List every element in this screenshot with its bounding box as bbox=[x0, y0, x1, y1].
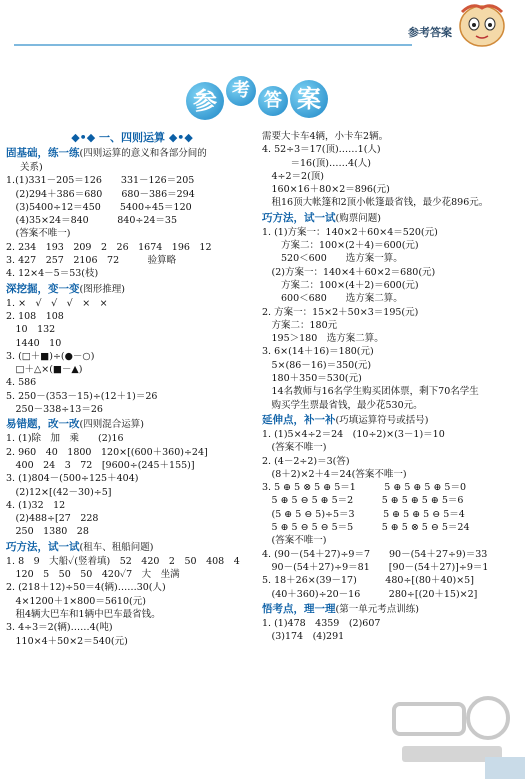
page-title bbox=[186, 74, 336, 124]
section-title: 巧方法，试一试 bbox=[262, 211, 336, 224]
answer-line: 1. (1)除 加 乘 (2)16 bbox=[6, 433, 124, 445]
answer-line: 1.(1)331－205＝126 331－126＝205 bbox=[6, 175, 195, 187]
answer-line: 2. 234 193 209 2 26 1674 196 12 bbox=[6, 241, 212, 253]
answer-line: (答案不唯一) bbox=[6, 228, 71, 240]
section-title: 固基础，练一练 bbox=[6, 147, 80, 159]
answer-line: 195＞180 选方案二算。 bbox=[262, 333, 384, 345]
answer-line: 租16顶大帐篷和2顶小帐篷最省钱，最少花896元。 bbox=[262, 197, 489, 209]
section-subtitle: (购票问题) bbox=[335, 212, 381, 224]
answer-line: 600＜680 选方案二算。 bbox=[262, 293, 403, 305]
answer-line: 5×(86－16)＝350(元) bbox=[262, 359, 372, 371]
answer-line: 110×4＋50×2＝540(元) bbox=[6, 635, 128, 647]
section-title: 易错题，改一改 bbox=[6, 418, 80, 431]
right-column bbox=[262, 130, 524, 643]
answer-line: 4÷2＝2(顶) bbox=[262, 170, 325, 182]
answer-line: 250 1380 28 bbox=[6, 526, 89, 538]
answer-line: 方案二：100×(2＋4)＝600(元) bbox=[262, 240, 419, 252]
answer-line: 14名教师与16名学生购买团体票，剩下70名学生 bbox=[262, 386, 479, 398]
answer-line: 1. × √ √ √ × × bbox=[6, 297, 108, 309]
answer-line: (答案不唯一) bbox=[262, 535, 327, 547]
section-heading bbox=[262, 413, 524, 428]
title-char-2: 考 bbox=[226, 76, 256, 106]
left-column bbox=[6, 130, 258, 648]
answer-line: (2)488÷[27 228 bbox=[6, 513, 99, 525]
section-subtitle: (巧填运算符号或括号) bbox=[335, 414, 429, 426]
answer-line: 3. (1)804－(500÷125＋404) bbox=[6, 473, 139, 485]
answer-line: 1. (1)5×4÷2＝24 (10÷2)×(3－1)＝10 bbox=[262, 428, 445, 440]
answer-line: 2. 108 108 bbox=[6, 310, 64, 322]
answer-line: (3)5400÷12＝450 5400÷45＝120 bbox=[6, 201, 192, 213]
answer-line: (40＋360)÷20－16 280÷[(20＋15)×2] bbox=[262, 588, 478, 600]
answer-line: 5 ⊕ 5 ⊖ 5 ⊖ 5＝5 5 ⊕ 5 ⊗ 5 ⊖ 5＝24 bbox=[262, 522, 470, 534]
answer-line: 4×1200＋1×800＝5610(元) bbox=[6, 595, 146, 607]
title-char-4: 案 bbox=[290, 80, 328, 118]
answer-line: 4. (1)32 12 bbox=[6, 499, 66, 511]
header-rule bbox=[14, 44, 412, 46]
answer-line: 90－(54＋27)÷9＝81 [90－(54＋27)]÷9＝1 bbox=[262, 561, 489, 573]
answer-line: 租4辆大巴车和1辆中巴车最省钱。 bbox=[6, 608, 161, 620]
section-subtitle: (四则混合运算) bbox=[79, 419, 144, 431]
section-title: 巧方法，试一试 bbox=[6, 540, 80, 553]
title-char-1: 参 bbox=[186, 82, 224, 120]
answer-line: 120 5 50 50 420✓7 大 坐满 bbox=[6, 569, 180, 581]
answer-line: 3. 5 ⊕ 5 ⊗ 5 ⊕ 5＝1 5 ⊕ 5 ⊕ 5 ⊕ 5＝0 bbox=[262, 482, 467, 494]
answer-line: 160×16＋80×2＝896(元) bbox=[262, 184, 390, 196]
answer-line: 250－338÷13＝26 bbox=[6, 404, 103, 416]
answer-line: 180＋350＝530(元) bbox=[262, 373, 362, 385]
answer-line: (4)35×24＝840 840÷24＝35 bbox=[6, 215, 177, 227]
answer-line: 方案二：180元 bbox=[262, 319, 338, 331]
answer-line: (8＋2)×2＋4＝24(答案不唯一) bbox=[262, 468, 407, 480]
answer-line: (2)294＋386＝680 680－386＝294 bbox=[6, 188, 195, 200]
answer-line: 4. 12×4－5＝53(枝) bbox=[6, 268, 99, 280]
answer-line: 购买学生票最省钱，最少花530元。 bbox=[262, 399, 423, 411]
answer-line: 4. (90－(54＋27)÷9＝7 90－(54＋27÷9)＝33 bbox=[262, 548, 488, 560]
answer-line: 400 24 3 72 [9600÷(245＋155)] bbox=[6, 459, 195, 471]
answer-line: (2)方案一：140×4＋60×2＝680(元) bbox=[262, 266, 436, 278]
answer-line: 4. 586 bbox=[6, 377, 37, 389]
answer-line: 1440 10 bbox=[6, 337, 62, 349]
answer-line: 3. (□＋■)÷(●－○) bbox=[6, 350, 95, 362]
answer-line: 1. (1)478 4359 (2)607 bbox=[262, 617, 381, 629]
section-title: 悟考点，理一理 bbox=[262, 602, 336, 615]
section-heading bbox=[6, 540, 258, 555]
answer-line: (答案不唯一) bbox=[262, 442, 327, 454]
answer-line: 3. 6×(14＋16)＝180(元) bbox=[262, 346, 374, 358]
answer-line: 1. 8 9 大船✓(竖着填) 52 420 2 50 408 4 bbox=[6, 555, 240, 567]
answer-line: (5 ⊕ 5 ⊖ 5)÷5＝3 5 ⊕ 5 ⊕ 5 ⊖ 5＝4 bbox=[262, 508, 465, 520]
section-heading bbox=[6, 146, 258, 161]
answer-line: □＋△×(■－▲) bbox=[6, 364, 83, 376]
section-heading bbox=[262, 211, 524, 226]
answer-line: 需要大卡车4辆，小卡车2辆。 bbox=[262, 131, 389, 142]
mascot-icon bbox=[452, 2, 510, 48]
title-char-3: 答 bbox=[258, 86, 288, 116]
answer-line: (2)12×[(42－30)÷5] bbox=[6, 486, 112, 498]
answer-line: 2. 方案一：15×2＋50×3＝195(元) bbox=[262, 306, 419, 318]
answer-line: 2. (4－2÷2)＝3(答) bbox=[262, 455, 350, 467]
section-subtitle: (租车、租船问题) bbox=[79, 541, 154, 553]
section-subtitle: (第一单元考点训练) bbox=[335, 603, 419, 615]
answer-line: 4. 52÷3＝17(顶)……1(人) bbox=[262, 144, 381, 156]
section-subtitle: (四则运算的意义和各部分间的 bbox=[79, 148, 207, 159]
answer-line: 10 132 bbox=[6, 324, 56, 336]
answer-line: 方案二：100×(4＋2)＝600(元) bbox=[262, 279, 419, 291]
answer-line: 2. (218＋12)÷50＝4(辆)……30(人) bbox=[6, 582, 166, 594]
section-heading bbox=[6, 417, 258, 432]
answer-line: 520＜600 选方案一算。 bbox=[262, 253, 403, 265]
answer-line: ＝16(顶)……4(人) bbox=[262, 157, 371, 169]
answer-line: 1. (1)方案一：140×2＋60×4＝520(元) bbox=[262, 226, 438, 238]
answer-line: 3. 4÷3＝2(辆)……4(吨) bbox=[6, 622, 113, 634]
unit-heading: ◆•◆ 一、四则运算 ◆•◆ bbox=[71, 131, 193, 144]
section-heading bbox=[6, 282, 258, 297]
answer-line: 关系) bbox=[20, 162, 43, 173]
section-heading bbox=[262, 602, 524, 617]
answer-line: 5. 18＋26×(39－17) 480÷[(80＋40)×5] bbox=[262, 575, 474, 587]
answer-line: 3. 427 257 2106 72 验算略 bbox=[6, 255, 177, 267]
answer-line: 2. 960 40 1800 120×[(600＋360)÷24] bbox=[6, 446, 208, 458]
section-subtitle: (图形推理) bbox=[79, 283, 125, 295]
header-label: 参考答案 bbox=[408, 26, 452, 39]
page-corner bbox=[485, 757, 525, 779]
answer-line: 5 ⊕ 5 ⊖ 5 ⊕ 5＝2 5 ⊕ 5 ⊕ 5 ⊕ 5＝6 bbox=[262, 495, 464, 507]
section-title: 延伸点，补一补 bbox=[262, 413, 336, 426]
section-title: 深挖掘，变一变 bbox=[6, 282, 80, 295]
answer-line: 5. 250－(353－15)÷(12＋1)＝26 bbox=[6, 390, 158, 402]
answer-line: (3)174 (4)291 bbox=[262, 631, 345, 643]
